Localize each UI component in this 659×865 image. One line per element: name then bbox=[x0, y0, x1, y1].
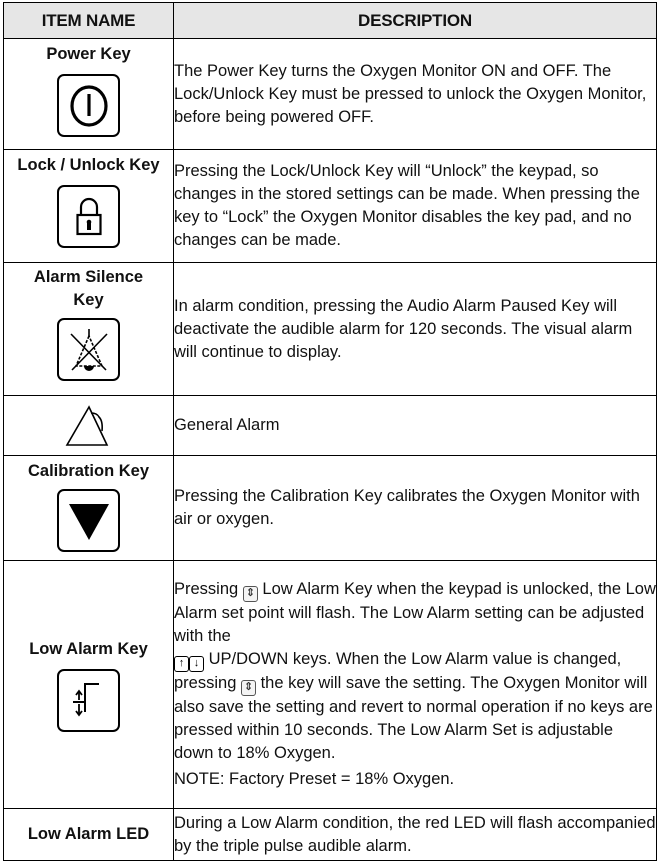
item-description: In alarm condition, pressing the Audio Alarm Paused Key will deactivate the audible alarm for 120 seconds. The visual alarm will continue to display. bbox=[174, 263, 657, 396]
key-description-table bbox=[3, 2, 657, 861]
item-description: General Alarm bbox=[174, 396, 657, 456]
item-name: Power Key bbox=[46, 45, 131, 63]
item-name-cell bbox=[4, 561, 174, 809]
item-name-cell bbox=[4, 456, 174, 561]
table-row-calibration-key bbox=[4, 456, 657, 561]
item-name: Alarm Silence Key bbox=[33, 268, 144, 309]
low-alarm-description: Pressing ⇕ Low Alarm Key when the keypad is unlocked, the Low Alarm set point will flash. The Low Alarm setting can be adjusted with the ↑ ↓ UP/DOWN keys. When the Low Alarm value is changed, pressing ⇕ the key will save the setting. The Oxygen Monitor will also save the setting and revert to normal operation if no keys are pressed within 10 seconds. The Low Alarm Set is adjustable down to 18% Oxygen. bbox=[174, 580, 656, 762]
item-name-cell bbox=[4, 263, 174, 396]
item-description: Pressing the Lock/Unlock Key will “Unlock” the keypad, so changes in the stored settings can be made. When pressing the key to “Lock” the Oxygen Monitor disables the key pad, and no changes can be made. bbox=[174, 150, 657, 263]
power-icon bbox=[57, 74, 120, 137]
table-row-lock-unlock-key bbox=[4, 150, 657, 263]
item-name-cell bbox=[4, 809, 174, 861]
calibration-down-triangle-icon bbox=[57, 489, 120, 552]
alarm-silence-bell-icon bbox=[57, 318, 120, 381]
item-description: The Power Key turns the Oxygen Monitor ON and OFF. The Lock/Unlock Key must be pressed to unlock the Oxygen Monitor, before being powered OFF. bbox=[174, 39, 657, 150]
header-item-name: ITEM NAME bbox=[4, 3, 174, 39]
table-row-general-alarm bbox=[4, 396, 657, 456]
item-name: Lock / Unlock Key bbox=[17, 156, 160, 174]
table-row-power-key bbox=[4, 39, 657, 150]
low-alarm-step-icon bbox=[57, 669, 120, 732]
general-alarm-bell-icon bbox=[61, 403, 117, 449]
item-name-cell bbox=[4, 150, 174, 263]
factory-preset-note: NOTE: Factory Preset = 18% Oxygen. bbox=[174, 770, 455, 788]
item-name: Calibration Key bbox=[27, 462, 150, 480]
header-description: DESCRIPTION bbox=[174, 3, 657, 39]
item-description: Pressing the Calibration Key calibrates the Oxygen Monitor with air or oxygen. bbox=[174, 456, 657, 561]
table-row-alarm-silence-key bbox=[4, 263, 657, 396]
table-row-low-alarm-led bbox=[4, 809, 657, 861]
down-arrow-key-icon: ↓ bbox=[189, 656, 204, 672]
header-row bbox=[4, 3, 657, 39]
item-name-cell bbox=[4, 396, 174, 456]
item-description: During a Low Alarm condition, the red LED will flash accompanied by the triple pulse audible alarm. bbox=[174, 809, 657, 861]
table-row-low-alarm-key bbox=[4, 561, 657, 809]
low-alarm-key-inline-icon: ⇕ bbox=[243, 586, 258, 602]
item-name: Low Alarm LED bbox=[27, 825, 150, 843]
padlock-icon bbox=[57, 185, 120, 248]
item-name-cell bbox=[4, 39, 174, 150]
item-description bbox=[174, 561, 657, 809]
item-name: Low Alarm Key bbox=[29, 639, 148, 658]
low-alarm-key-inline-icon: ⇕ bbox=[241, 680, 256, 696]
up-arrow-key-icon: ↑ bbox=[174, 656, 189, 672]
